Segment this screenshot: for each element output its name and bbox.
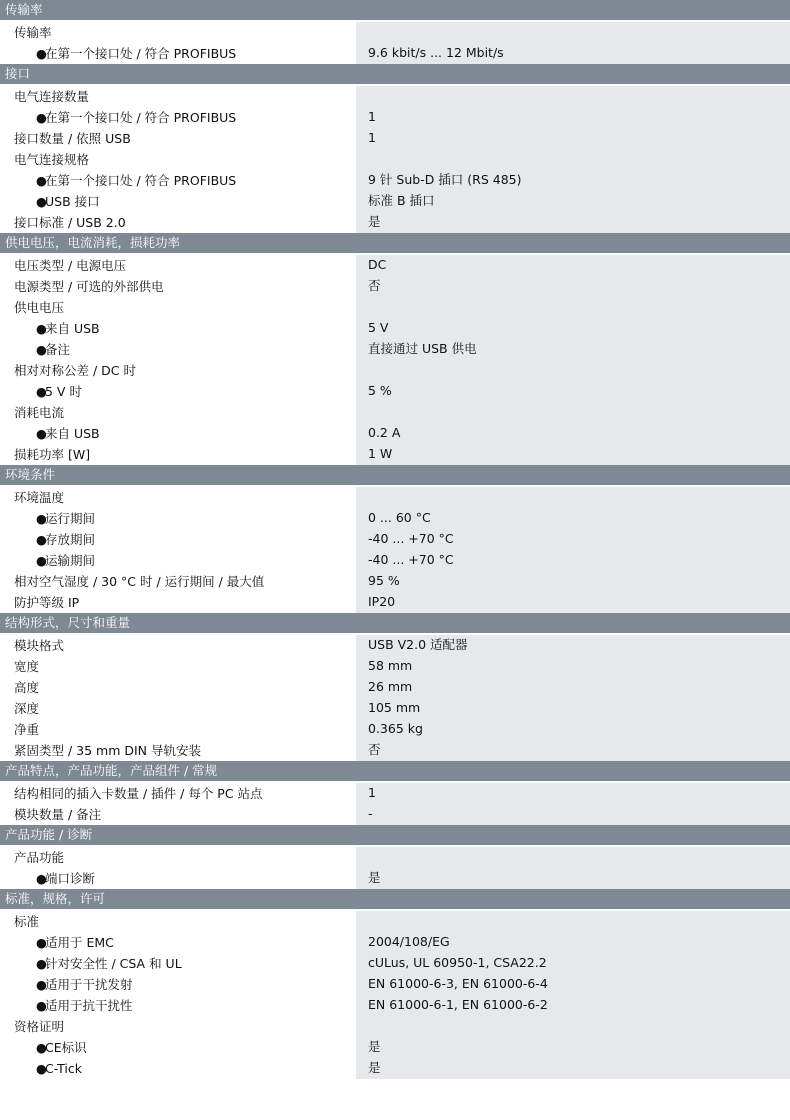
spec-label: 备注 [45, 342, 71, 357]
section-header-value-cell [361, 613, 790, 633]
spec-label-cell [0, 191, 356, 212]
spec-row [0, 953, 790, 974]
spec-row [0, 402, 790, 423]
section-header-value-cell [361, 825, 790, 845]
spec-label-cell [0, 995, 356, 1016]
spec-label-cell [0, 783, 356, 804]
spec-value: 是 [356, 212, 790, 233]
spec-row [0, 318, 790, 339]
spec-label: 电气连接数量 [14, 89, 90, 104]
spec-label: 来自 USB [45, 426, 100, 441]
spec-row [0, 297, 790, 318]
spec-label: 净重 [14, 722, 40, 737]
bullet-icon: ● [36, 46, 47, 61]
section-header-value-cell [361, 761, 790, 781]
spec-label: 结构相同的插入卡数量 / 插件 / 每个 PC 站点 [14, 786, 263, 801]
spec-label: 环境温度 [14, 490, 65, 505]
spec-label: 在第一个接口处 / 符合 PROFIBUS [45, 46, 237, 61]
bullet-icon: ● [36, 342, 47, 357]
spec-label: 适用于干扰发射 [45, 977, 133, 992]
spec-row [0, 571, 790, 592]
bullet-icon: ● [36, 110, 47, 125]
section-header-value-cell [361, 64, 790, 84]
spec-label: 接口数量 / 依照 USB [14, 131, 131, 146]
spec-label: 5 V 时 [45, 384, 82, 399]
section-title: 接口 [5, 66, 31, 81]
spec-value [356, 297, 790, 318]
spec-value: 95 % [356, 571, 790, 592]
spec-row [0, 255, 790, 276]
spec-value [356, 911, 790, 932]
spec-row [0, 635, 790, 656]
bullet-icon: ● [36, 532, 47, 547]
spec-label: 供电电压 [14, 300, 65, 315]
section-header-value-cell [361, 889, 790, 909]
section-header-value-cell [361, 0, 790, 20]
spec-row [0, 592, 790, 613]
spec-label: 损耗功率 [W] [14, 447, 91, 462]
spec-value: 5 % [356, 381, 790, 402]
spec-row [0, 550, 790, 571]
spec-row [0, 128, 790, 149]
spec-value: 直接通过 USB 供电 [356, 339, 790, 360]
spec-label: 产品功能 [14, 850, 65, 865]
spec-value [356, 847, 790, 868]
spec-row [0, 107, 790, 128]
spec-value: 否 [356, 740, 790, 761]
spec-label-cell [0, 86, 356, 107]
spec-row [0, 276, 790, 297]
section-header [0, 0, 790, 20]
spec-value: 是 [356, 1058, 790, 1079]
spec-value [356, 86, 790, 107]
spec-label: 运行期间 [45, 511, 96, 526]
spec-label: CE标识 [45, 1040, 87, 1055]
spec-value: cULus, UL 60950-1, CSA22.2 [356, 953, 790, 974]
spec-value [356, 402, 790, 423]
spec-row [0, 339, 790, 360]
spec-value: DC [356, 255, 790, 276]
spec-value: 是 [356, 868, 790, 889]
spec-row [0, 508, 790, 529]
spec-label-cell [0, 911, 356, 932]
spec-row [0, 847, 790, 868]
spec-label-cell [0, 22, 356, 43]
spec-label-cell [0, 212, 356, 233]
spec-value: 0.365 kg [356, 719, 790, 740]
bullet-icon: ● [36, 173, 47, 188]
spec-label-cell [0, 276, 356, 297]
spec-value: 1 W [356, 444, 790, 465]
spec-value: 9.6 kbit/s ... 12 Mbit/s [356, 43, 790, 64]
section-title: 标准，规格，许可 [5, 891, 106, 906]
spec-row [0, 698, 790, 719]
spec-row [0, 677, 790, 698]
spec-row [0, 719, 790, 740]
spec-label: 紧固类型 / 35 mm DIN 导轨安装 [14, 743, 201, 758]
spec-label-cell [0, 974, 356, 995]
spec-label-cell [0, 381, 356, 402]
spec-row [0, 783, 790, 804]
spec-value [356, 360, 790, 381]
spec-value: 9 针 Sub-D 插口 (RS 485) [356, 170, 790, 191]
spec-value [356, 487, 790, 508]
section-header [0, 761, 790, 781]
bullet-icon: ● [36, 511, 47, 526]
bullet-icon: ● [36, 998, 47, 1013]
spec-row [0, 911, 790, 932]
spec-value [356, 22, 790, 43]
spec-label-cell [0, 297, 356, 318]
spec-label: 资格证明 [14, 1019, 65, 1034]
spec-label: 电源类型 / 可选的外部供电 [14, 279, 164, 294]
spec-label: 运输期间 [45, 553, 96, 568]
spec-label-cell [0, 107, 356, 128]
spec-label: 相对空气湿度 / 30 °C 时 / 运行期间 / 最大值 [14, 574, 265, 589]
spec-label: 深度 [14, 701, 40, 716]
spec-row [0, 932, 790, 953]
spec-row [0, 212, 790, 233]
bullet-icon: ● [36, 321, 47, 336]
spec-row [0, 1016, 790, 1037]
spec-label: 高度 [14, 680, 40, 695]
spec-label-cell [0, 318, 356, 339]
spec-row [0, 740, 790, 761]
spec-value: 2004/108/EG [356, 932, 790, 953]
spec-label-cell [0, 635, 356, 656]
spec-value: 105 mm [356, 698, 790, 719]
spec-label-cell [0, 1037, 356, 1058]
spec-value: IP20 [356, 592, 790, 613]
spec-value: -40 ... +70 °C [356, 529, 790, 550]
spec-label-cell [0, 339, 356, 360]
spec-label: 电压类型 / 电源电压 [14, 258, 127, 273]
spec-row [0, 529, 790, 550]
spec-row [0, 487, 790, 508]
spec-label-cell [0, 1058, 356, 1079]
spec-row [0, 995, 790, 1016]
spec-label: 存放期间 [45, 532, 96, 547]
section-header [0, 613, 790, 633]
spec-value [356, 149, 790, 170]
section-title: 传输率 [5, 2, 43, 17]
section-title: 环境条件 [5, 467, 56, 482]
spec-value: EN 61000-6-1, EN 61000-6-2 [356, 995, 790, 1016]
spec-value: 1 [356, 128, 790, 149]
section-header [0, 465, 790, 485]
spec-label-cell [0, 1016, 356, 1037]
spec-label-cell [0, 804, 356, 825]
spec-row [0, 170, 790, 191]
spec-label: 接口标准 / USB 2.0 [14, 215, 126, 230]
spec-value [356, 1016, 790, 1037]
spec-row [0, 86, 790, 107]
spec-value: 否 [356, 276, 790, 297]
spec-row [0, 22, 790, 43]
spec-value: EN 61000-6-3, EN 61000-6-4 [356, 974, 790, 995]
spec-row [0, 360, 790, 381]
spec-label-cell [0, 508, 356, 529]
spec-label: 标准 [14, 914, 40, 929]
section-header-value-cell [361, 465, 790, 485]
spec-value: - [356, 804, 790, 825]
spec-label: 适用于抗干扰性 [45, 998, 133, 1013]
spec-row [0, 804, 790, 825]
spec-label-cell [0, 719, 356, 740]
spec-value: -40 ... +70 °C [356, 550, 790, 571]
spec-label: 在第一个接口处 / 符合 PROFIBUS [45, 110, 237, 125]
section-header [0, 825, 790, 845]
spec-value: USB V2.0 适配器 [356, 635, 790, 656]
spec-label-cell [0, 550, 356, 571]
spec-row [0, 444, 790, 465]
bullet-icon: ● [36, 956, 47, 971]
spec-label-cell [0, 444, 356, 465]
spec-row [0, 191, 790, 212]
section-header [0, 233, 790, 253]
spec-row [0, 381, 790, 402]
spec-row [0, 149, 790, 170]
bullet-icon: ● [36, 871, 47, 886]
spec-label-cell [0, 740, 356, 761]
spec-label-cell [0, 360, 356, 381]
spec-label-cell [0, 677, 356, 698]
spec-row [0, 1037, 790, 1058]
spec-label: 针对安全性 / CSA 和 UL [45, 956, 182, 971]
spec-label: 防护等级 IP [14, 595, 80, 610]
spec-label-cell [0, 128, 356, 149]
spec-row [0, 868, 790, 889]
spec-label-cell [0, 698, 356, 719]
spec-label-cell [0, 43, 356, 64]
spec-label-cell [0, 170, 356, 191]
spec-label: 端口诊断 [45, 871, 96, 886]
section-title: 结构形式，尺寸和重量 [5, 615, 131, 630]
bullet-icon: ● [36, 1040, 47, 1055]
spec-label: 在第一个接口处 / 符合 PROFIBUS [45, 173, 237, 188]
spec-value: 26 mm [356, 677, 790, 698]
spec-label: 传输率 [14, 25, 52, 40]
spec-row [0, 974, 790, 995]
bullet-icon: ● [36, 935, 47, 950]
spec-label-cell [0, 255, 356, 276]
bullet-icon: ● [36, 194, 47, 209]
spec-label: C-Tick [45, 1061, 82, 1076]
bullet-icon: ● [36, 426, 47, 441]
spec-label-cell [0, 868, 356, 889]
spec-row [0, 43, 790, 64]
section-header-value-cell [361, 233, 790, 253]
bullet-icon: ● [36, 384, 47, 399]
section-title: 供电电压，电流消耗，损耗功率 [5, 235, 181, 250]
spec-value: 0.2 A [356, 423, 790, 444]
spec-row [0, 423, 790, 444]
spec-label-cell [0, 656, 356, 677]
bullet-icon: ● [36, 553, 47, 568]
spec-row [0, 1058, 790, 1079]
spec-value: 标准 B 插口 [356, 191, 790, 212]
spec-value: 58 mm [356, 656, 790, 677]
spec-label: 来自 USB [45, 321, 100, 336]
spec-label: 宽度 [14, 659, 40, 674]
spec-label: 相对对称公差 / DC 时 [14, 363, 136, 378]
spec-label: 模块数量 / 备注 [14, 807, 102, 822]
section-title: 产品特点，产品功能，产品组件 / 常规 [5, 763, 218, 778]
spec-value: 是 [356, 1037, 790, 1058]
spec-row [0, 656, 790, 677]
spec-label-cell [0, 932, 356, 953]
spec-value: 5 V [356, 318, 790, 339]
spec-label: 适用于 EMC [45, 935, 114, 950]
spec-value: 0 ... 60 °C [356, 508, 790, 529]
bullet-icon: ● [36, 977, 47, 992]
spec-label-cell [0, 487, 356, 508]
spec-label-cell [0, 402, 356, 423]
spec-label-cell [0, 847, 356, 868]
spec-label: 电气连接规格 [14, 152, 90, 167]
spec-label-cell [0, 592, 356, 613]
spec-label-cell [0, 423, 356, 444]
spec-value: 1 [356, 107, 790, 128]
bullet-icon: ● [36, 1061, 47, 1076]
spec-label-cell [0, 953, 356, 974]
section-title: 产品功能 / 诊断 [5, 827, 93, 842]
spec-label: 消耗电流 [14, 405, 65, 420]
spec-label: 模块格式 [14, 638, 65, 653]
spec-label-cell [0, 149, 356, 170]
spec-value: 1 [356, 783, 790, 804]
spec-label-cell [0, 571, 356, 592]
spec-label-cell [0, 529, 356, 550]
section-header [0, 889, 790, 909]
section-header [0, 64, 790, 84]
spec-label: USB 接口 [45, 194, 100, 209]
